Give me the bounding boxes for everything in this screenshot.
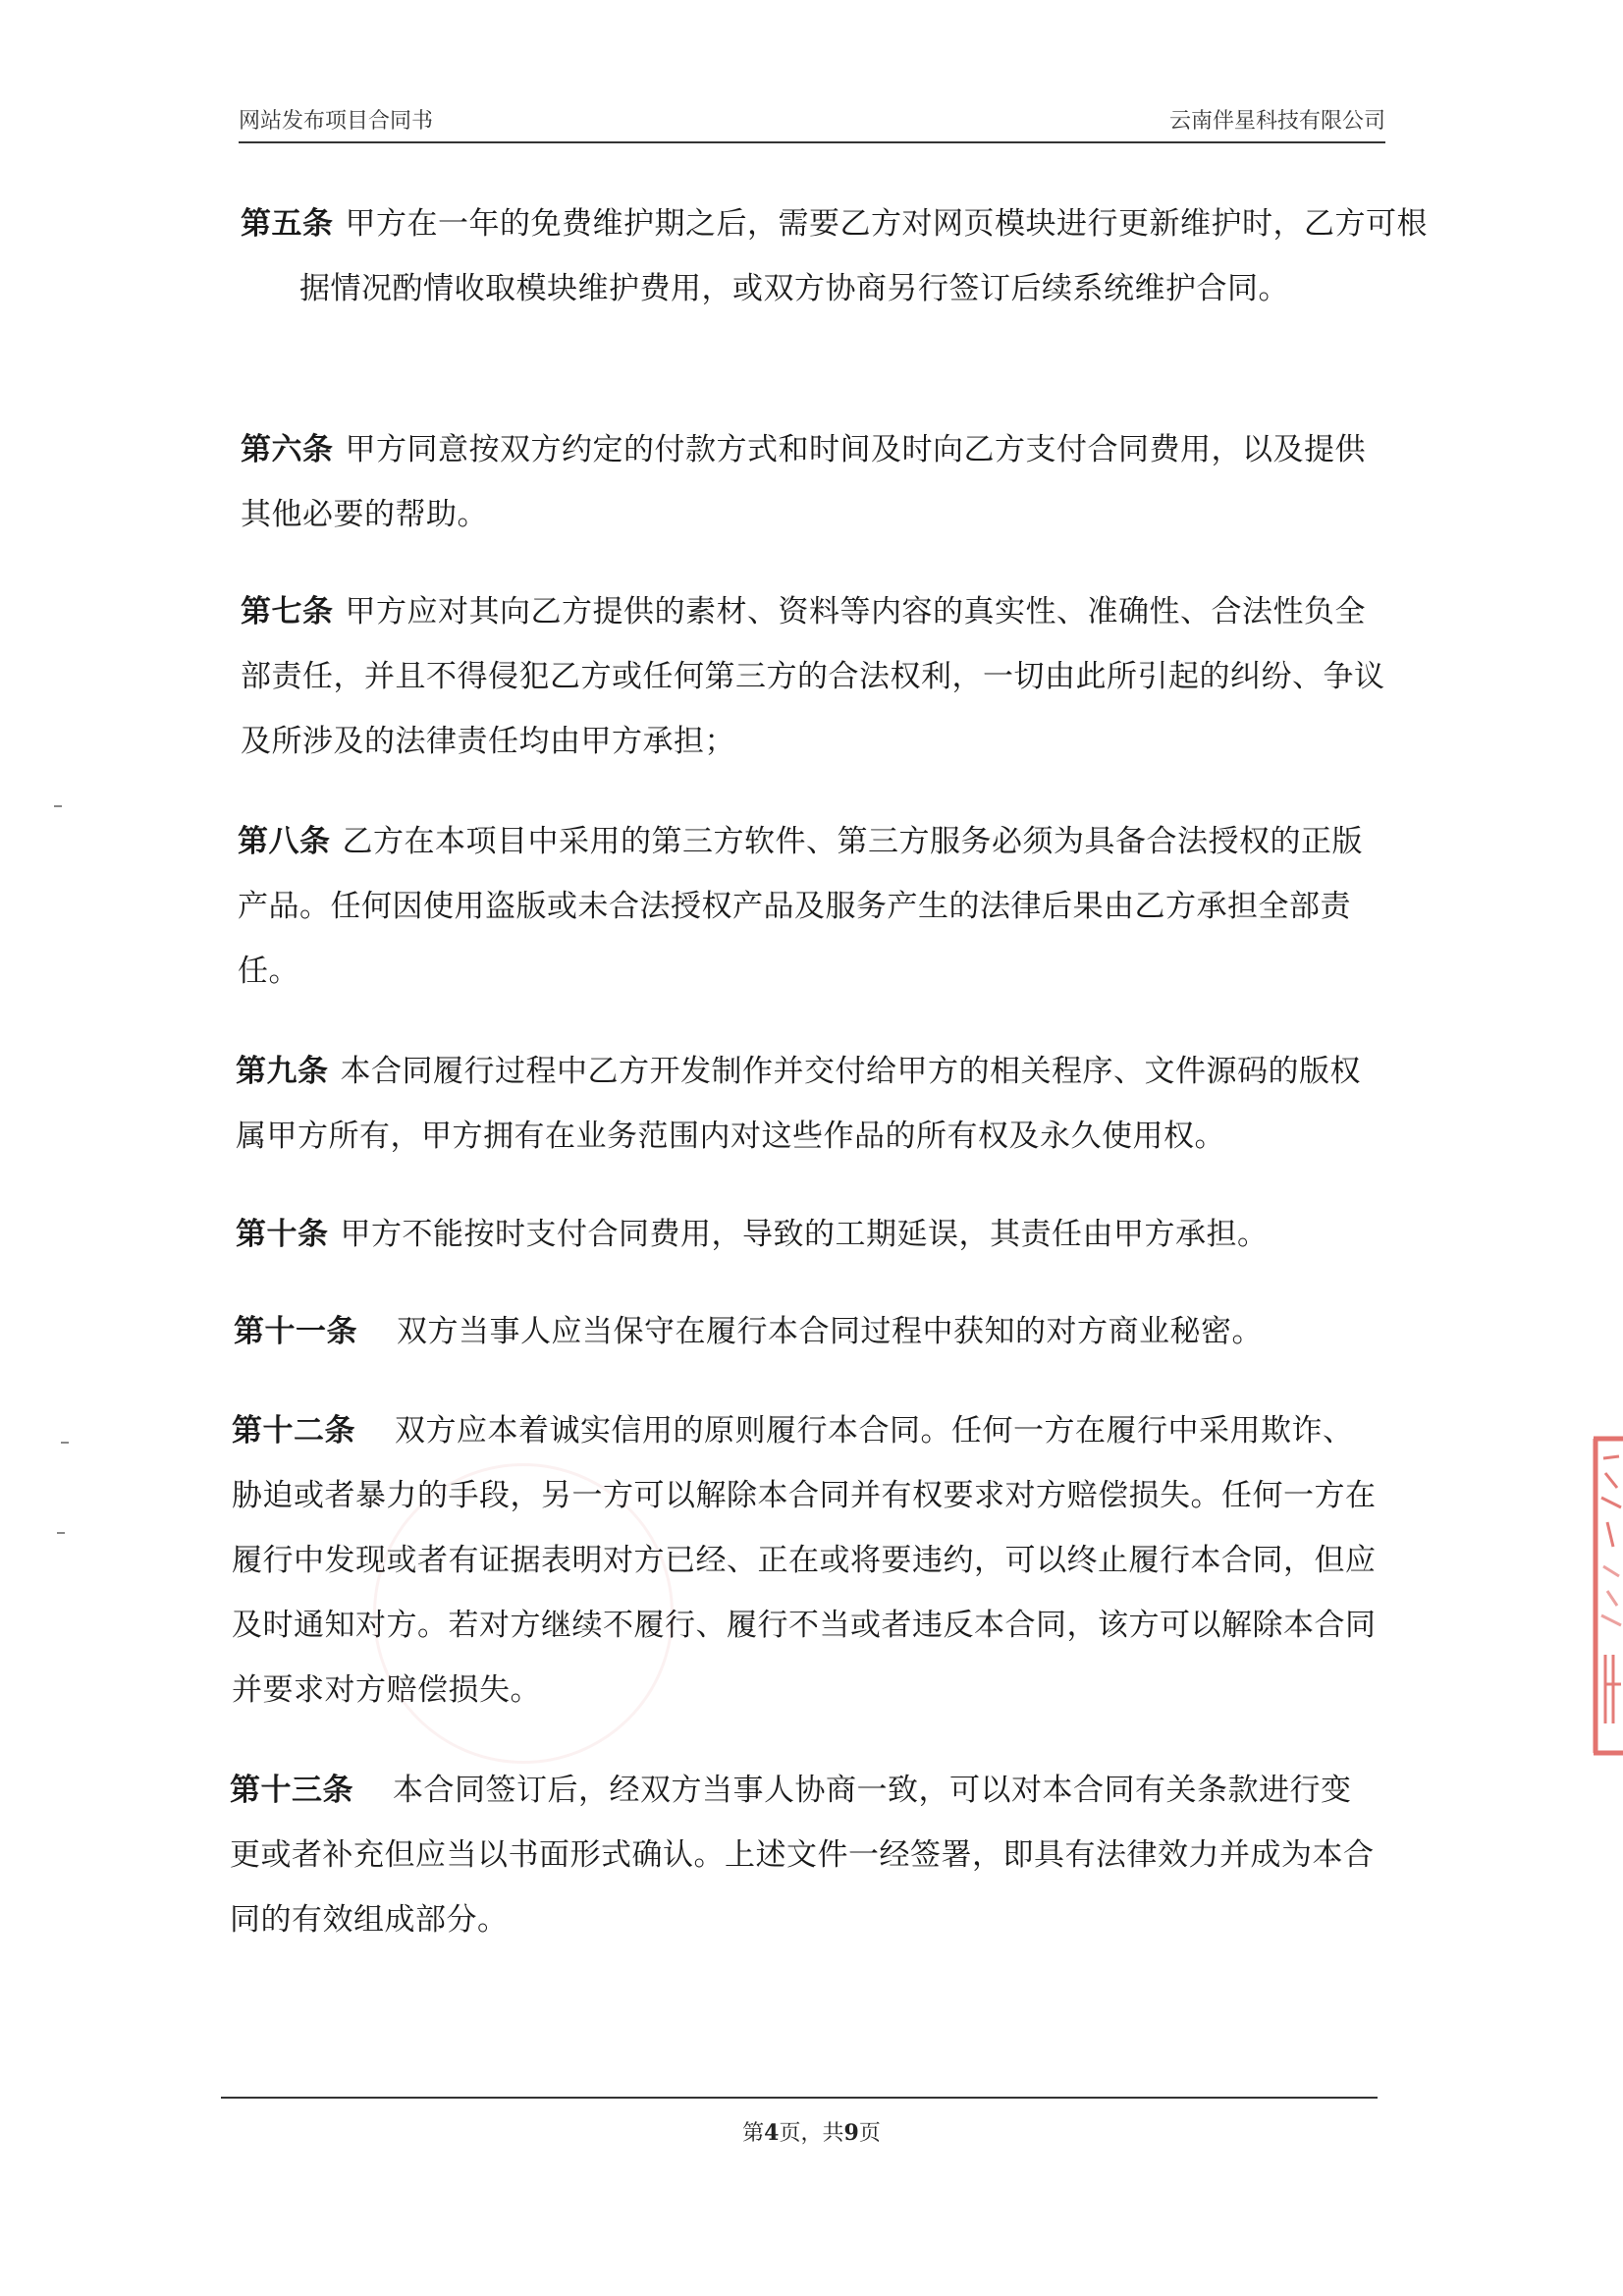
total-pages: 9 [843,2120,859,2146]
seal-fragment [1574,1429,1623,1763]
margin-mark [61,1442,69,1444]
page-middle: 页，共 [779,2121,844,2146]
margin-mark [57,1532,65,1534]
document-title: 网站发布项目合同书 [239,109,434,134]
article-text: 甲方在一年的免费维护期之后，需要乙方对网页模块进行更新维护时，乙方可根据情况酌情收取模块维护费用，或双方协商另行签订后续系统维护合同。 [299,206,1428,306]
article-text: 甲方同意按双方约定的付款方式和时间及时向乙方支付合同费用，以及提供其他必要的帮助。 [241,432,1366,532]
margin-mark [54,805,62,807]
article-text: 本合同履行过程中乙方开发制作并交付给甲方的相关程序、文件源码的版权属甲方所有，甲方拥有在业务范围内对这些作品的所有权及永久使用权。 [236,1054,1361,1154]
article-11 [234,1299,1382,1364]
article-number: 第十二条 [232,1413,355,1449]
article-text: 乙方在本项目中采用的第三方软件、第三方服务必须为具备合法授权的正版产品。任何因使用盗版或未合法授权产品及服务产生的法律后果由乙方承担全部责任。 [238,824,1363,989]
article-number: 第六条 [241,432,334,467]
article-8 [238,809,1386,1004]
article-5 [241,191,1448,321]
article-text: 甲方不能按时支付合同费用，导致的工期延误，其责任由甲方承担。 [340,1217,1269,1252]
page-prefix: 第 [742,2121,765,2146]
article-text: 本合同签订后，经双方当事人协商一致，可以对本合同有关条款进行变更或者补充但应当以书面形式确认。上述文件一经签署，即具有法律效力并成为本合同的有效组成部分。 [230,1773,1375,1938]
article-13 [230,1758,1380,1952]
article-text: 甲方应对其向乙方提供的素材、资料等内容的真实性、准确性、合法性负全部责任，并且不得侵犯乙方或任何第三方的合法权利，一切由此所引起的纠纷、争议及所涉及的法律责任均由甲方承担； [241,594,1385,759]
page-header [239,98,1385,143]
company-name: 云南伴星科技有限公司 [1168,109,1385,134]
article-number: 第五条 [241,206,334,242]
article-10 [236,1202,1384,1267]
faint-seal-impression [373,1463,674,1764]
article-text: 双方应本着诚实信用的原则履行本合同。任何一方在履行中采用欺诈、胁迫或者暴力的手段，另一方可以解除本合同并有权要求对方赔偿损失。任何一方在履行中发现或者有证据表明对方已经、正在或将要违约，可以终止履行本合同，但应及时通知对方。若对方继续不履行、履行不当或者违反本合同，该方可以解除本合同并要求对方赔偿损失。 [232,1413,1377,1708]
article-number: 第八条 [238,824,331,859]
article-9 [236,1039,1384,1169]
article-number: 第七条 [241,594,334,629]
article-6 [241,417,1389,547]
page-number [0,2116,1623,2147]
current-page: 4 [764,2120,780,2146]
article-number: 第十条 [236,1217,329,1252]
footer-divider [221,2097,1378,2099]
article-number: 第十三条 [230,1773,353,1808]
article-text: 双方当事人应当保守在履行本合同过程中获知的对方商业秘密。 [397,1314,1263,1349]
article-number: 第十一条 [234,1314,357,1349]
article-number: 第九条 [236,1054,329,1089]
article-7 [241,579,1389,774]
page-suffix: 页 [858,2121,881,2146]
